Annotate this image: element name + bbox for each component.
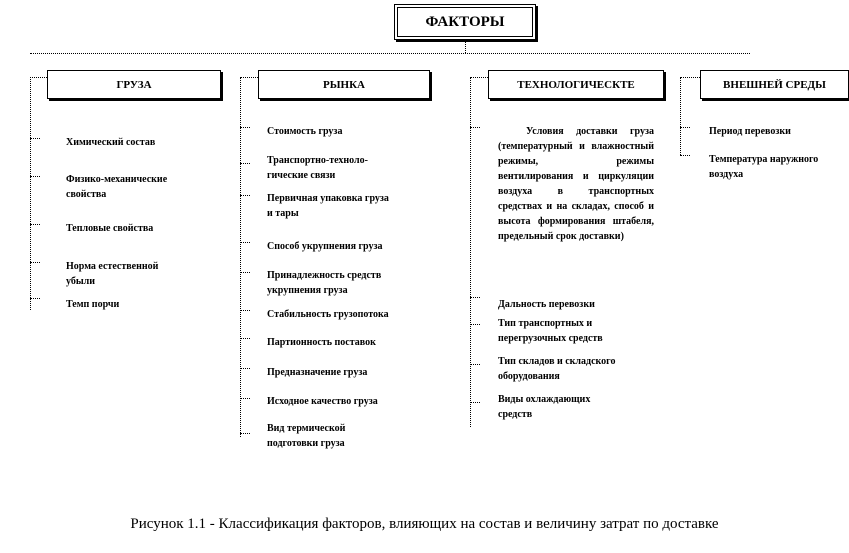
market-item: Предназначение груза bbox=[267, 367, 368, 378]
cargo-item: Темп порчи bbox=[66, 299, 120, 310]
tick bbox=[470, 364, 480, 365]
tick bbox=[240, 163, 250, 164]
category-cargo-box bbox=[47, 70, 221, 99]
tick bbox=[470, 402, 480, 403]
market-item: Вид термической подготовки груза bbox=[267, 423, 346, 449]
market-item: Исходное качество груза bbox=[267, 396, 378, 407]
factors-title-box bbox=[394, 4, 536, 40]
market-item: Стоимость груза bbox=[267, 126, 343, 137]
tick bbox=[240, 242, 250, 243]
market-item: Партионность поставок bbox=[267, 337, 376, 348]
group-cargo-header-tick bbox=[30, 77, 47, 78]
group-environment-vline bbox=[680, 77, 681, 155]
tick bbox=[240, 368, 250, 369]
category-market-label: РЫНКА bbox=[323, 78, 365, 91]
environment-item: Температура наружного воздуха bbox=[709, 154, 819, 180]
technology-item: Тип складов и складского оборудования bbox=[498, 356, 616, 382]
category-environment-box bbox=[700, 70, 849, 99]
technology-item: Дальность перевозки bbox=[498, 299, 595, 310]
technology-item: Условия доставки груза (температурный и влажностный режимы, режимы вентилирования и циркуляции воздуха в транспортных средствах и на складах, способ и высота формирования штабеля, предельный срок доставки) bbox=[498, 126, 654, 242]
connector-top bbox=[465, 40, 466, 53]
tick bbox=[30, 298, 40, 299]
group-technology-header-tick bbox=[470, 77, 488, 78]
tick bbox=[240, 127, 250, 128]
group-technology-vline bbox=[470, 77, 471, 427]
category-technology-box bbox=[488, 70, 664, 99]
group-environment-header-tick bbox=[680, 77, 700, 78]
tick bbox=[240, 272, 250, 273]
tick bbox=[240, 338, 250, 339]
tick bbox=[680, 127, 690, 128]
market-item: Транспортно-техноло- гические связи bbox=[267, 155, 368, 181]
connector-horizontal bbox=[30, 53, 750, 54]
group-market-vline bbox=[240, 77, 241, 437]
tick bbox=[30, 138, 40, 139]
category-environment-label: ВНЕШНЕЙ СРЕДЫ bbox=[723, 78, 826, 91]
tick bbox=[30, 262, 40, 263]
market-item: Стабильность грузопотока bbox=[267, 309, 389, 320]
tick bbox=[240, 310, 250, 311]
market-item: Первичная упаковка груза и тары bbox=[267, 193, 389, 219]
cargo-item: Химический состав bbox=[66, 137, 156, 148]
technology-item: Виды охлаждающих средств bbox=[498, 394, 591, 420]
market-item: Способ укрупнения груза bbox=[267, 241, 383, 252]
cargo-item: Норма естественной убыли bbox=[66, 261, 159, 287]
figure-caption: Рисунок 1.1 - Классификация факторов, влияющих на состав и величину затрат по доставке bbox=[130, 516, 719, 532]
tick bbox=[240, 195, 250, 196]
group-market-header-tick bbox=[240, 77, 258, 78]
tick bbox=[30, 176, 40, 177]
tick bbox=[680, 155, 690, 156]
tick bbox=[240, 433, 250, 434]
tick bbox=[470, 324, 480, 325]
technology-item: Тип транспортных и перегрузочных средств bbox=[498, 318, 603, 344]
group-cargo-vline bbox=[30, 77, 31, 310]
category-market-box bbox=[258, 70, 430, 99]
category-cargo-label: ГРУЗА bbox=[116, 78, 152, 91]
tick bbox=[470, 127, 480, 128]
tick bbox=[30, 224, 40, 225]
tick bbox=[470, 297, 480, 298]
cargo-item: Физико-механические свойства bbox=[66, 174, 168, 200]
environment-item: Период перевозки bbox=[709, 126, 791, 137]
factors-title: ФАКТОРЫ bbox=[425, 13, 505, 30]
market-item: Принадлежность средств укрупнения груза bbox=[267, 270, 382, 296]
category-technology-label: ТЕХНОЛОГИЧЕСКТЕ bbox=[517, 78, 635, 91]
cargo-item: Тепловые свойства bbox=[66, 223, 154, 234]
tick bbox=[240, 398, 250, 399]
